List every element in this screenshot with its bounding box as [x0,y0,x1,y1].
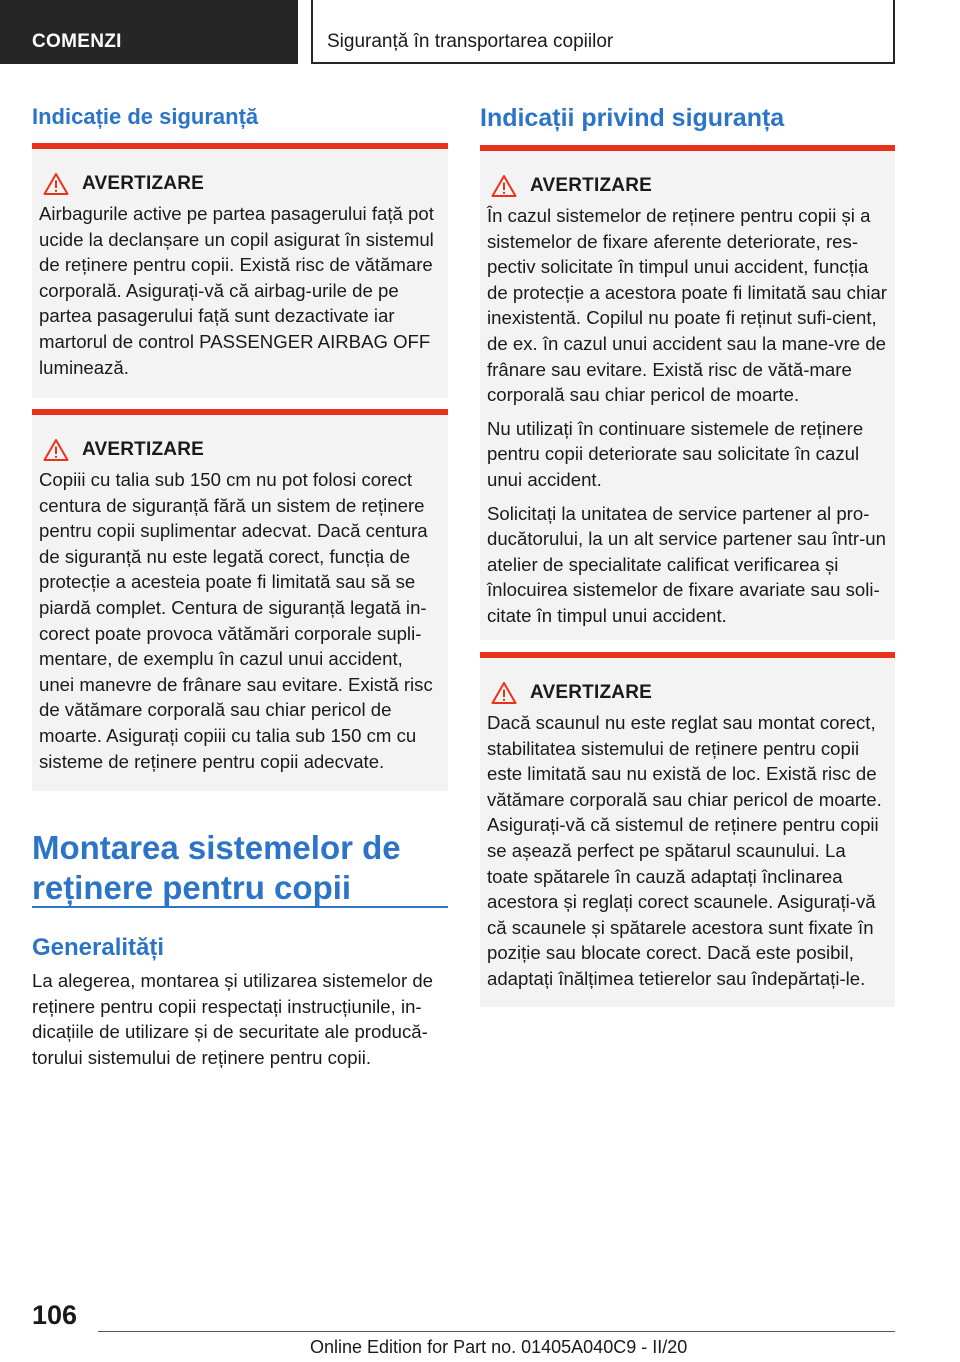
body-paragraph: La alegerea, montarea și utilizarea sistemelor de reținere pentru copii respectați instrucțiunile, in-dicațiile de utilizare și de securitate ale producă-torului sistemului de reținere pentru copii. [32,970,434,1068]
warning-label: AVERTIZARE [530,682,652,703]
page-number: 106 [32,1300,78,1330]
heading-divider [32,906,448,908]
warning-triangle-icon [491,681,517,705]
warning-box-seatbelt [32,409,448,791]
header-section-label: COMENZI [32,31,122,52]
warning-text: În cazul sistemelor de reținere pentru copii și a sistemelor de fixare aferente deteriorate, res-pectiv solicitate în timpul unui accident, funcția de protecție a acestora poate fi limitată sau chiar inexistentă. Copilul nu poate fi reținut sufi-cient, de ex. în cazul unui accident sau la mane-vre de frânare sau evitare. Există risc de vătă-mare corporală sau chiar pericol de moarte. [487,205,887,406]
warning-triangle-icon [491,174,517,198]
warning-triangle-icon [43,172,69,196]
warning-label: AVERTIZARE [82,173,204,194]
warning-text: Airbagurile active pe partea pasagerului față pot ucide la declanșare un copil asigurat în sistemul de reținere pentru copii. Există risc de vătămare corporală. Asigurați-vă că airbag-urile de pe partea pasagerului față sunt dezactivate iar martorul de control PASSENGER AIRBAG OFF luminează. [39,203,434,378]
warning-box-seat-adjustment [480,652,895,1007]
warning-box-airbag [32,143,448,398]
warning-text: Dacă scaunul nu este reglat sau montat corect, stabilitatea sistemului de reținere pentru copii este limitată sau nu există de loc. Există risc de vătămare corporală sau chiar pericol de moarte. Asigurați-vă că sistemul de reținere pentru copii se așează perfect pe spătarul scaunului. La toate spătarele în cauză adaptați înclinarea acestora și reglați corect scaunele. Asigurați-vă că scaunele și spătarele acestora sunt fixate în poziție sau blocate corect. Dacă este posibil, adaptați înălțimea tetierelor sau îndepărtați-le. [487,712,882,989]
warning-label: AVERTIZARE [530,175,652,196]
warning-header [39,437,442,463]
section-title-safety-note: Indicație de siguranță [32,104,259,129]
warning-box-damaged-systems [480,145,895,640]
warning-header [487,173,889,199]
footer-edition: Online Edition for Part no. 01405A040C9 - II/20 [310,1337,688,1357]
warning-text: Nu utilizați în continuare sistemele de reținere pentru copii deteriorate sau solicitate în cazul unui accident. [487,417,864,490]
warning-header [39,171,442,197]
warning-text: Copiii cu talia sub 150 cm nu pot folosi corect centura de siguranță fără un sistem de reținere pentru copii suplimentar adecvat. Dacă centura de siguranță nu este legată corect, funcția de protecție a acesteia poate fi limitată sau să se piardă complet. Centura de siguranță legată in-corect poate provoca vătămări corporale supli-mentare, de exemplu în cazul unui accident, unei manevre de frânare sau evitare. Există risc de vătămare corporală sau chiar pericol de moarte. Asigurați copiii cu talia sub 150 cm cu sisteme de reținere pentru copii adecvate. [39,469,433,772]
subsection-heading: Generalități [32,934,165,961]
chapter-heading: Montarea sistemelor de reținere pentru copii [32,829,401,906]
footer-divider [98,1331,895,1332]
header-section-tab [0,0,298,64]
header-chapter-label: Siguranță în transportarea copiilor [327,31,614,52]
header-chapter-tab [311,0,895,64]
warning-triangle-icon [43,438,69,462]
warning-text: Solicitați la unitatea de service partener al pro-ducătorului, la un alt service partener sau într-un atelier de specialitate calificat verificarea și înlocuirea sistemelor de fixare avariate sau soli-citate în timpul unui accident. [487,502,886,626]
section-title-safety-info: Indicații privind siguranța [480,104,785,132]
warning-label: AVERTIZARE [82,439,204,460]
warning-header [487,680,889,706]
